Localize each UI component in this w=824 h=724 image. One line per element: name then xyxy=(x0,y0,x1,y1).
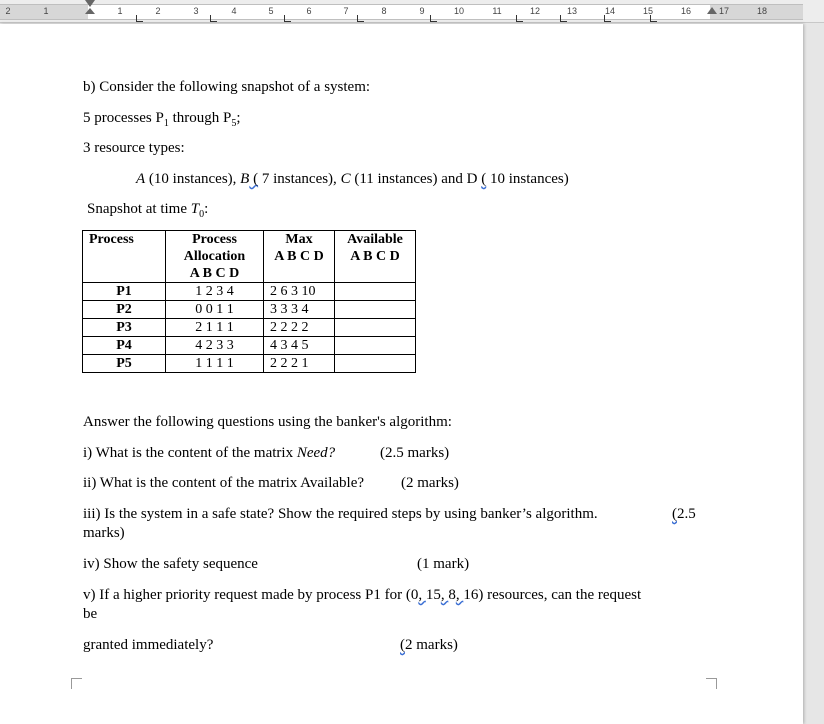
process-cell: P1 xyxy=(83,283,166,301)
var-a: A xyxy=(136,171,146,187)
instances-text: 10 instances) xyxy=(486,171,569,187)
question-3 xyxy=(83,505,598,523)
question-text: ) resources, can the request xyxy=(478,587,642,603)
ruler-number: 9 xyxy=(419,6,425,16)
margin-corner-bottom-right xyxy=(706,678,717,689)
processes-line xyxy=(83,109,241,133)
instances-text: 7 instances), xyxy=(258,171,341,187)
question-5b-marks xyxy=(400,636,458,654)
header-line: Process xyxy=(192,232,237,247)
tab-stop-marker[interactable] xyxy=(430,15,437,22)
instances-text: (10 instances), xyxy=(145,171,241,187)
snapshot-table xyxy=(82,230,416,373)
ruler-number: 6 xyxy=(306,6,312,16)
ruler-number: 3 xyxy=(193,6,199,16)
process-cell: P2 xyxy=(83,301,166,319)
question-text: ii) What is the content of the matrix Available? xyxy=(83,475,365,491)
header-process: Process xyxy=(83,231,166,283)
snapshot-text: Snapshot at time xyxy=(87,201,191,217)
header-line: Allocation xyxy=(183,249,246,264)
right-indent-handle[interactable] xyxy=(707,7,717,14)
ruler-number: 10 xyxy=(453,6,465,16)
table-row xyxy=(83,355,416,373)
snapshot-text: : xyxy=(204,201,209,217)
ruler-number: 14 xyxy=(604,6,616,16)
ruler-number: 11 xyxy=(492,6,502,16)
tab-stop-marker[interactable] xyxy=(516,15,523,22)
allocation-cell: 0 0 1 1 xyxy=(166,301,264,319)
spellcheck-mark: ( xyxy=(249,171,259,187)
var-b: B xyxy=(240,171,250,187)
tab-stop-marker[interactable] xyxy=(604,15,611,22)
allocation-cell: 2 1 1 1 xyxy=(166,319,264,337)
ruler-number: 12 xyxy=(529,6,541,16)
max-cell: 2 2 2 2 xyxy=(264,319,335,337)
question-5b xyxy=(83,636,213,654)
table-header-row xyxy=(83,231,416,283)
var-need: Need? xyxy=(296,445,336,461)
process-cell: P5 xyxy=(83,355,166,373)
resource-types-text: 3 resource types: xyxy=(83,140,185,156)
ruler-number: 2 xyxy=(155,6,161,16)
header-line: A B C D xyxy=(274,249,324,264)
ruler-number: 4 xyxy=(231,6,237,16)
question-1 xyxy=(83,444,335,462)
table-row xyxy=(83,301,416,319)
header-line: Max xyxy=(285,232,313,247)
spellcheck-mark: ( xyxy=(400,637,405,653)
subscript: 0 xyxy=(199,209,205,220)
table-row xyxy=(83,337,416,355)
available-cell xyxy=(335,319,416,337)
question-1-marks xyxy=(380,444,449,462)
header-line: A B C D xyxy=(189,266,240,281)
ruler xyxy=(0,0,824,23)
question-text: be xyxy=(83,606,98,622)
marks-text: (2.5 marks) xyxy=(380,445,450,461)
ruler-number: 2 xyxy=(5,6,11,16)
ruler-number: 1 xyxy=(117,6,123,16)
first-line-indent-handle[interactable] xyxy=(85,0,95,7)
header-allocation xyxy=(166,231,264,283)
ruler-number: 18 xyxy=(756,6,768,16)
var-c: C xyxy=(340,171,351,187)
spellcheck-mark: , xyxy=(418,587,426,603)
question-text: 15 xyxy=(425,587,441,603)
question-text: i) What is the content of the matrix xyxy=(83,445,297,461)
ruler-number: 7 xyxy=(343,6,349,16)
question-5 xyxy=(83,586,641,604)
processes-text: ; xyxy=(236,110,241,126)
tab-stop-marker[interactable] xyxy=(357,15,364,22)
question-4 xyxy=(83,555,258,573)
question-2 xyxy=(83,474,364,492)
max-cell: 2 6 3 10 xyxy=(264,283,335,301)
margin-corner-bottom-left xyxy=(71,678,82,689)
resource-types-line xyxy=(83,139,185,157)
ruler-number: 15 xyxy=(642,6,654,16)
header-available xyxy=(335,231,416,283)
header-max xyxy=(264,231,335,283)
ruler-number: 8 xyxy=(381,6,387,16)
spellcheck-mark: , xyxy=(440,587,449,603)
question-text: 16 xyxy=(463,587,479,603)
ruler-number: 13 xyxy=(566,6,578,16)
marks-text: 2 marks) xyxy=(405,637,458,653)
question-text: v) If a higher priority request made by process P1 for (0 xyxy=(83,587,419,603)
header-line: A B C D xyxy=(350,249,400,264)
question-4-marks xyxy=(417,555,469,573)
tab-stop-marker[interactable] xyxy=(560,15,567,22)
table-row xyxy=(83,319,416,337)
var-t: T xyxy=(190,201,200,217)
answer-intro-text: Answer the following questions using the banker's algorithm: xyxy=(83,414,452,430)
available-cell xyxy=(335,355,416,373)
marks-text: (2 marks) xyxy=(401,475,459,491)
tab-stop-marker[interactable] xyxy=(284,15,291,22)
max-cell: 2 2 2 1 xyxy=(264,355,335,373)
instances-text: (11 instances) and D xyxy=(350,171,482,187)
available-cell xyxy=(335,337,416,355)
snapshot-line xyxy=(87,200,208,224)
question-heading xyxy=(83,78,370,96)
question-text: iii) Is the system in a safe state? Show the required steps by using banker’s algorithm. xyxy=(83,506,598,522)
process-cell: P3 xyxy=(83,319,166,337)
question-2-marks xyxy=(401,474,459,492)
heading-text: b) Consider the following snapshot of a system: xyxy=(83,79,371,95)
question-text: granted immediately? xyxy=(83,637,214,653)
processes-text: through P xyxy=(168,110,232,126)
header-line: Available xyxy=(347,232,403,247)
document-page[interactable] xyxy=(0,24,803,724)
ruler-number: 17 xyxy=(718,6,730,16)
hanging-indent-handle[interactable] xyxy=(85,8,95,14)
spellcheck-mark: ( xyxy=(481,171,487,187)
process-cell: P4 xyxy=(83,337,166,355)
max-cell: 4 3 4 5 xyxy=(264,337,335,355)
instances-line xyxy=(136,170,569,188)
question-5-cont xyxy=(83,605,97,623)
available-cell xyxy=(335,283,416,301)
processes-text: 5 processes P xyxy=(83,110,164,126)
marks-text: 2.5 xyxy=(677,506,696,522)
ruler-number: 5 xyxy=(268,6,274,16)
question-3-marks xyxy=(672,505,696,523)
marks-text: marks) xyxy=(83,525,125,541)
ruler-strip xyxy=(0,4,803,20)
spellcheck-mark: ( xyxy=(672,506,677,522)
question-text: 8 xyxy=(448,587,456,603)
subscript: 5 xyxy=(231,118,237,129)
ruler-number: 16 xyxy=(680,6,692,16)
ruler-number: 1 xyxy=(43,6,49,16)
tab-stop-marker[interactable] xyxy=(650,15,657,22)
allocation-cell: 4 2 3 3 xyxy=(166,337,264,355)
tab-stop-marker[interactable] xyxy=(210,15,217,22)
allocation-cell: 1 2 3 4 xyxy=(166,283,264,301)
available-cell xyxy=(335,301,416,319)
marks-text: (1 mark) xyxy=(417,556,470,572)
tab-stop-marker[interactable] xyxy=(136,15,143,22)
question-text: iv) Show the safety sequence xyxy=(83,556,258,572)
allocation-cell: 1 1 1 1 xyxy=(166,355,264,373)
answer-intro xyxy=(83,413,452,431)
spellcheck-mark: , xyxy=(455,587,464,603)
table-row xyxy=(83,283,416,301)
question-3-marks-cont xyxy=(83,524,125,542)
subscript: 1 xyxy=(163,118,169,129)
max-cell: 3 3 3 4 xyxy=(264,301,335,319)
